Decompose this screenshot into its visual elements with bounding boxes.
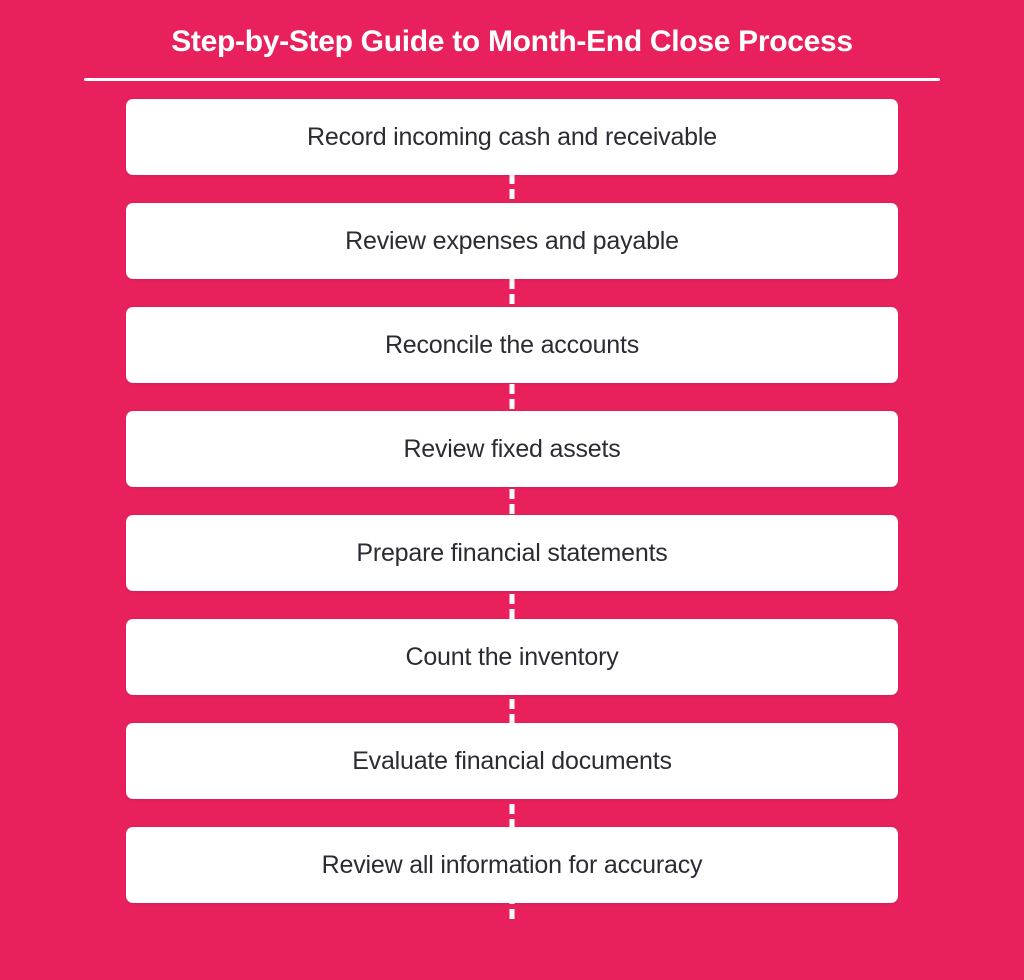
- step-list: [0, 99, 1024, 903]
- list-item: [126, 307, 898, 383]
- header: [0, 0, 1024, 81]
- list-item: [126, 723, 898, 799]
- step-label: Prepare financial statements: [356, 538, 668, 567]
- list-item: [126, 515, 898, 591]
- process-flow: [0, 99, 1024, 919]
- step-label: Count the inventory: [405, 642, 619, 671]
- step-label: Review all information for accuracy: [321, 850, 703, 879]
- list-item: [126, 203, 898, 279]
- title-underline-divider: [84, 78, 940, 81]
- step-label: Review expenses and payable: [345, 226, 679, 255]
- list-item: [126, 827, 898, 903]
- step-label: Reconcile the accounts: [384, 330, 640, 359]
- step-label: Evaluate financial documents: [352, 746, 672, 775]
- list-item: [126, 411, 898, 487]
- step-label: Record incoming cash and receivable: [307, 122, 717, 151]
- list-item: [126, 619, 898, 695]
- page-title: Step-by-Step Guide to Month-End Close Process: [171, 25, 853, 58]
- list-item: [126, 99, 898, 175]
- step-label: Review fixed assets: [403, 434, 621, 463]
